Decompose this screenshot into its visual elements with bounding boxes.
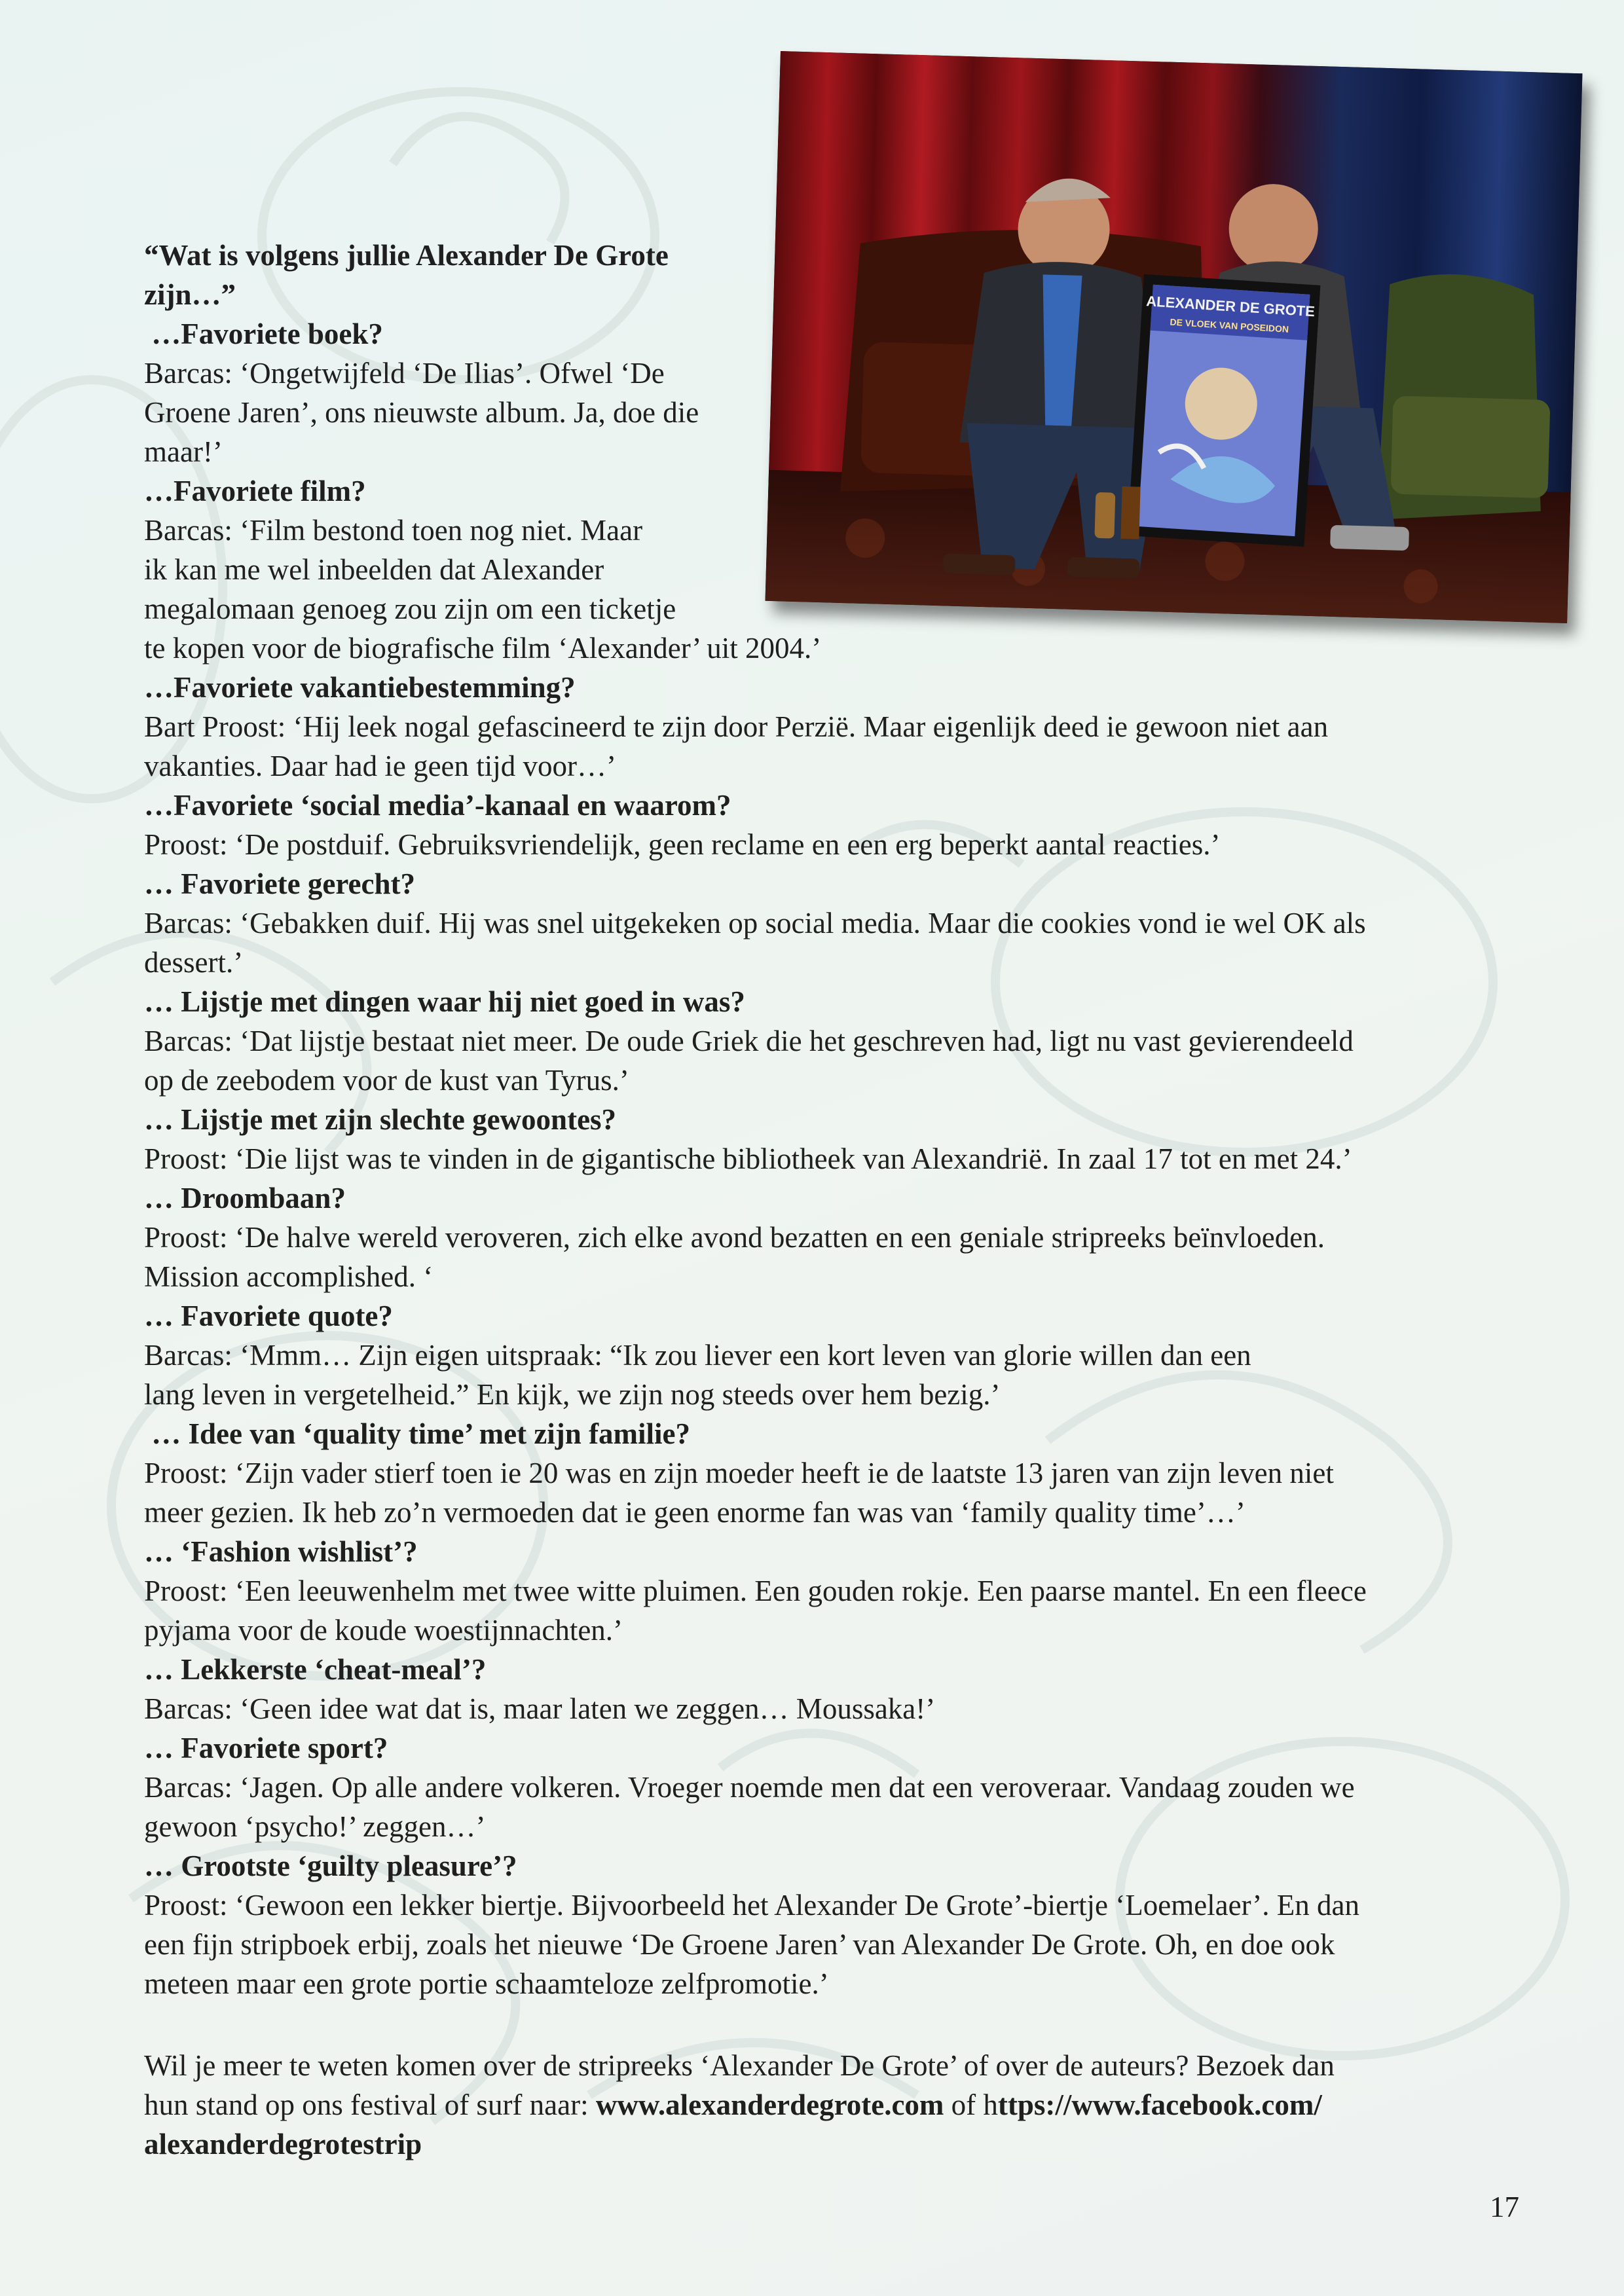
answer-line: Groene Jaren’, ons nieuwste album. Ja, doe die	[144, 396, 699, 429]
question: … Lijstje met dingen waar hij niet goed in was?	[144, 985, 745, 1018]
answer-line: Proost: ‘De halve wereld veroveren, zich elke avond bezatten en een geniale stripreeks beïnvloeden.	[144, 1221, 1325, 1254]
answer-line: Proost: ‘De postduif. Gebruiksvriendelijk, geen reclame en een erg beperkt aantal reacties.’	[144, 828, 1221, 861]
facebook-link-cont[interactable]: alexanderdegrotestrip	[144, 2128, 422, 2160]
answer-line: Proost: ‘Gewoon een lekker biertje. Bijvoorbeeld het Alexander De Grote’-biertje ‘Loemelaer’. En dan	[144, 1889, 1359, 1922]
poster-title: ALEXANDER DE GROTE	[1145, 293, 1316, 320]
answer-line: Barcas: ‘Ongetwijfeld ‘De Ilias’. Ofwel ‘De	[144, 357, 665, 390]
facebook-link[interactable]: ttps://www.facebook.com/	[997, 2088, 1322, 2121]
question: …Favoriete film?	[144, 475, 366, 507]
answer-line: Bart Proost: ‘Hij leek nogal gefascineerd te zijn door Perzië. Maar eigenlijk deed ie gewoon niet aan	[144, 710, 1329, 743]
answer-line: lang leven in vergetelheid.” En kijk, we zijn nog steeds over hem bezig.’	[144, 1378, 1001, 1411]
answer-line: te kopen voor de biografische film ‘Alexander’ uit 2004.’	[144, 632, 822, 665]
answer-line: megalomaan genoeg zou zijn om een ticketje	[144, 592, 676, 625]
answer-line: Proost: ‘Zijn vader stierf toen ie 20 was en zijn moeder heeft ie de laatste 13 jaren van zijn leven niet	[144, 1457, 1334, 1489]
answer-line: Mission accomplished. ‘	[144, 1260, 434, 1293]
answer-line: Barcas: ‘Film bestond toen nog niet. Maar	[144, 514, 643, 547]
answer-line: maar!’	[144, 435, 223, 468]
answer-line: Barcas: ‘Geen idee wat dat is, maar laten we zeggen… Moussaka!’	[144, 1692, 936, 1725]
answer-line: meer gezien. Ik heb zo’n vermoeden dat ie geen enorme fan was van ‘family quality time’…’	[144, 1496, 1246, 1529]
answer-line: ik kan me wel inbeelden dat Alexander	[144, 553, 604, 586]
answer-line: Barcas: ‘Mmm… Zijn eigen uitspraak: “Ik zou liever een kort leven van glorie willen dan een	[144, 1339, 1251, 1372]
answer-line: vakanties. Daar had ie geen tijd voor…’	[144, 750, 616, 782]
question: … Favoriete quote?	[144, 1300, 393, 1332]
question: …Favoriete vakantiebestemming?	[144, 671, 576, 704]
answer-line: Barcas: ‘Dat lijstje bestaat niet meer. De oude Griek die het geschreven had, ligt nu vast gevierendeeld	[144, 1025, 1354, 1057]
answer-line: meteen maar een grote portie schaamteloze zelfpromotie.’	[144, 1967, 829, 2000]
intro-title: “Wat is volgens jullie Alexander De Grote	[144, 239, 669, 272]
question: … ‘Fashion wishlist’?	[144, 1535, 418, 1568]
answer-line: pyjama voor de koude woestijnnachten.’	[144, 1614, 623, 1647]
closing-line: Wil je meer te weten komen over de stripreeks ‘Alexander De Grote’ of over de auteurs? Bezoek dan	[144, 2049, 1335, 2082]
closing-text: of h	[944, 2088, 998, 2121]
answer-line: dessert.’	[144, 946, 244, 979]
answer-line: Barcas: ‘Gebakken duif. Hij was snel uitgekeken op social media. Maar die cookies vond ie wel OK als	[144, 907, 1366, 939]
intro-title-cont: zijn…”	[144, 278, 236, 311]
closing-line	[144, 2124, 1506, 2164]
answer-line: Proost: ‘Die lijst was te vinden in de gigantische bibliotheek van Alexandrië. In zaal 17 tot en met 24.’	[144, 1142, 1352, 1175]
answer-line: gewoon ‘psycho!’ zeggen…’	[144, 1810, 486, 1843]
closing-text: hun stand op ons festival of surf naar:	[144, 2088, 596, 2121]
question: … Lijstje met zijn slechte gewoontes?	[144, 1103, 617, 1136]
page-number: 17	[1490, 2191, 1519, 2223]
answer-line: Barcas: ‘Jagen. Op alle andere volkeren. Vroeger noemde men dat een veroveraar. Vandaag zouden we	[144, 1771, 1355, 1804]
question: … Favoriete gerecht?	[144, 867, 415, 900]
question: …Favoriete ‘social media’-kanaal en waarom?	[144, 789, 731, 822]
answer-line: een fijn stripboek erbij, zoals het nieuwe ‘De Groene Jaren’ van Alexander De Grote. Oh, en doe ook	[144, 1928, 1335, 1961]
closing-paragraph	[144, 2046, 1506, 2164]
question: …Favoriete boek?	[144, 318, 383, 350]
question: … Idee van ‘quality time’ met zijn familie?	[144, 1417, 691, 1450]
answer-line: Proost: ‘Een leeuwenhelm met twee witte pluimen. Een gouden rokje. Een paarse mantel. En een fleece	[144, 1575, 1367, 1607]
poster-subtitle: DE VLOEK VAN POSEIDON	[1170, 316, 1289, 335]
question: … Droombaan?	[144, 1182, 346, 1214]
interview-text	[144, 236, 1506, 2003]
question: … Favoriete sport?	[144, 1732, 388, 1764]
question: … Lekkerste ‘cheat-meal’?	[144, 1653, 487, 1686]
question: … Grootste ‘guilty pleasure’?	[144, 1850, 517, 1882]
answer-line: op de zeebodem voor de kust van Tyrus.’	[144, 1064, 629, 1097]
website-link[interactable]: www.alexanderdegrote.com	[595, 2088, 944, 2121]
closing-line	[144, 2085, 1506, 2124]
